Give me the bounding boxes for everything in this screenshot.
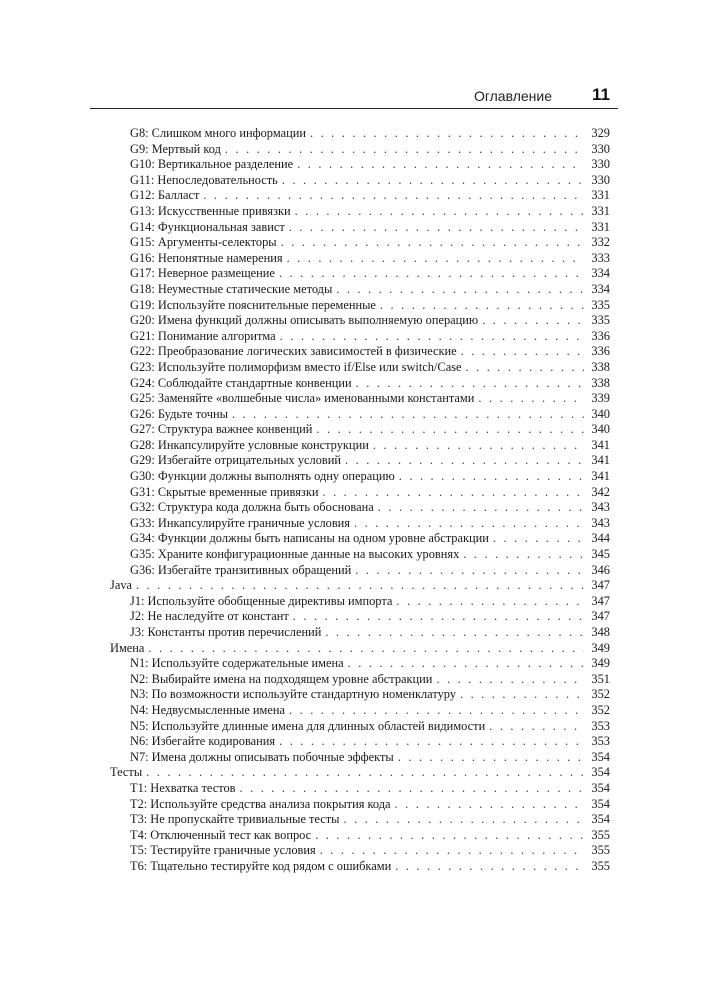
dot-leader [373,438,584,454]
toc-entry-title: G23: Используйте полиморфизм вместо if/Else или switch/Case [130,359,462,374]
toc-entry-page: 335 [591,297,610,312]
toc-entry-title: G22: Преобразование логических зависимостей в физические [130,344,457,359]
toc-entry-page: 341 [591,469,610,484]
toc-entry-title: T1: Нехватка тестов [130,780,236,795]
dot-leader [136,578,584,594]
dot-leader [320,843,584,859]
dot-leader [322,485,584,501]
toc-entry-page: 351 [591,671,610,686]
toc-entry[interactable] [110,188,610,204]
toc-entry-page: 331 [591,203,610,218]
toc-entry-page: 352 [591,702,610,717]
dot-leader [395,859,584,875]
toc-entry[interactable] [110,173,610,189]
toc-entry-title: N3: По возможности используйте стандартную номенклатуру [130,687,457,702]
toc-entry-title: G13: Искусственные привязки [130,203,291,218]
toc-entry-page: 347 [591,593,610,608]
toc-entry-title: G14: Функциональная завист [130,219,285,234]
toc-entry-page: 354 [591,765,610,780]
toc-entry-page: 353 [591,718,610,733]
toc-entry-page: 355 [591,858,610,873]
toc-entry-title: G19: Используйте пояснительные переменные [130,297,376,312]
dot-leader [282,173,584,189]
toc-entry-title: T4: Отключенный тест как вопрос [130,827,312,842]
toc-entry[interactable] [110,703,610,719]
dot-leader [478,391,584,407]
dot-leader [315,828,584,844]
toc-entry[interactable] [110,391,610,407]
toc-entry-title: G33: Инкапсулируйте граничные условия [130,515,351,530]
toc-entry-title: J1: Используйте обобщенные директивы импорта [130,593,393,608]
toc-entry[interactable] [110,438,610,454]
toc-section-entry[interactable] [110,765,610,781]
toc-entry[interactable] [110,485,610,501]
toc-entry-page: 341 [591,453,610,468]
dot-leader [395,797,584,813]
toc-entry-title: G17: Неверное размещение [130,266,275,281]
dot-leader [396,594,584,610]
toc-entry[interactable] [110,828,610,844]
toc-entry-page: 343 [591,500,610,515]
toc-entry-title: G30: Функции должны выполнять одну операцию [130,469,395,484]
toc-entry-title: Имена [110,640,145,655]
toc-section-entry[interactable] [110,641,610,657]
toc-entry-page: 354 [591,796,610,811]
toc-entry-title: J2: Не наследуйте от констант [130,609,289,624]
toc-entry[interactable] [110,220,610,236]
toc-entry-page: 331 [591,219,610,234]
toc-entry-page: 345 [591,547,610,562]
dot-leader [398,750,584,766]
header-title: Оглавление [473,88,552,104]
toc-entry-page: 342 [591,484,610,499]
toc-entry[interactable] [110,298,610,314]
toc-entry-page: 344 [591,531,610,546]
toc-entry-title: G24: Соблюдайте стандартные конвенции [130,375,352,390]
toc-entry-title: T6: Тщательно тестируйте код рядом с ошибками [130,858,392,873]
toc-entry[interactable] [110,531,610,547]
dot-leader [336,282,584,298]
dot-leader [380,298,584,314]
toc-entry[interactable] [110,344,610,360]
toc-entry[interactable] [110,407,610,423]
dot-leader [203,188,584,204]
toc-entry-title: G27: Структура важнее конвенций [130,422,313,437]
toc-entry-page: 354 [591,812,610,827]
toc-entry-page: 347 [591,609,610,624]
toc-entry-page: 332 [591,235,610,250]
toc-entry[interactable] [110,843,610,859]
toc-entry-title: N6: Избегайте кодирования [130,734,276,749]
toc-entry[interactable] [110,719,610,735]
dot-leader [493,531,584,547]
toc-entry[interactable] [110,500,610,516]
dot-leader [460,687,584,703]
toc-entry-page: 336 [591,344,610,359]
toc-entry-title: N5: Используйте длинные имена для длинных областей видимости [130,718,486,733]
toc-entry[interactable] [110,563,610,579]
dot-leader [146,765,584,781]
toc-entry[interactable] [110,687,610,703]
toc-entry[interactable] [110,625,610,641]
toc-entry[interactable] [110,157,610,173]
toc-entry[interactable] [110,313,610,329]
toc-entry-page: 341 [591,437,610,452]
dot-leader [232,407,584,423]
toc-entry-title: G21: Понимание алгоритма [130,328,276,343]
toc-section-entry[interactable] [110,578,610,594]
dot-leader [461,344,584,360]
toc-entry-page: 330 [591,157,610,172]
dot-leader [355,563,584,579]
toc-entry-title: G36: Избегайте транзитивных обращений [130,562,352,577]
toc-entry[interactable] [110,469,610,485]
dot-leader [399,469,584,485]
dot-leader [378,500,584,516]
toc-entry-page: 352 [591,687,610,702]
toc-entry[interactable] [110,126,610,142]
toc-entry[interactable] [110,282,610,298]
dot-leader [280,329,584,345]
dot-leader [482,313,584,329]
dot-leader [354,516,584,532]
toc-entry-title: G15: Аргументы-селекторы [130,235,277,250]
dot-leader [325,625,584,641]
toc-entry[interactable] [110,672,610,688]
toc-entry[interactable] [110,422,610,438]
dot-leader [289,220,584,236]
toc-entry[interactable] [110,797,610,813]
dot-leader [436,672,584,688]
toc-entry[interactable] [110,859,610,875]
toc-entry-page: 349 [591,656,610,671]
toc-entry[interactable] [110,656,610,672]
toc-entry-page: 333 [591,250,610,265]
toc-entry[interactable] [110,812,610,828]
toc-entry-page: 329 [591,126,610,140]
toc-entry-title: N4: Недвусмысленные имена [130,702,286,717]
toc-entry-title: G9: Мертвый код [130,141,221,156]
toc-entry-title: G12: Балласт [130,188,200,203]
toc-entry-page: 330 [591,141,610,156]
toc-entry-title: J3: Константы против перечислений [130,625,322,639]
toc-entry-title: N7: Имена должны описывать побочные эффекты [130,749,394,764]
toc-entry-title: T5: Тестируйте граничные условия [130,843,316,858]
toc-entry-page: 339 [591,391,610,406]
dot-leader [281,235,584,251]
toc-entry-page: 340 [591,422,610,437]
dot-leader [316,422,584,438]
toc-entry-title: G26: Будьте точны [130,406,228,421]
dot-leader [148,641,584,657]
dot-leader [463,547,584,563]
toc-entry[interactable] [110,609,610,625]
toc-entry-title: G8: Слишком много информации [130,126,306,140]
dot-leader [295,204,584,220]
dot-leader [279,266,584,282]
toc-entry[interactable] [110,329,610,345]
toc-entry-title: G25: Заменяйте «волшебные числа» именованными константами [130,391,475,406]
toc-entry-title: T3: Не пропускайте тривиальные тесты [130,812,340,827]
dot-leader [240,781,584,797]
toc-entry-page: 347 [591,578,610,593]
toc-entry-title: G18: Неуместные статические методы [130,281,333,296]
toc-entry[interactable] [110,453,610,469]
toc-entry-page: 334 [591,281,610,296]
toc-entry-title: G32: Структура кода должна быть обоснована [130,500,374,515]
toc-entry-page: 334 [591,266,610,281]
dot-leader [225,142,584,158]
toc-entry[interactable] [110,376,610,392]
dot-leader [344,812,584,828]
toc-entry[interactable] [110,750,610,766]
toc-entry-page: 346 [591,562,610,577]
dot-leader [348,656,584,672]
toc-entry[interactable] [110,734,610,750]
dot-leader [345,453,584,469]
toc-entry-page: 338 [591,375,610,390]
toc-entry-page: 348 [591,625,610,639]
header-page-number: 11 [592,85,610,104]
toc-entry-title: G20: Имена функций должны описывать выполняемую операцию [130,313,479,328]
table-of-contents [110,126,610,875]
toc-entry-page: 331 [591,188,610,203]
toc-entry-title: N2: Выбирайте имена на подходящем уровне абстракции [130,671,433,686]
dot-leader [310,126,584,142]
toc-entry-title: Тесты [110,765,143,780]
toc-entry[interactable] [110,266,610,282]
toc-entry-title: T2: Используйте средства анализа покрытия кода [130,796,391,811]
toc-entry-title: G29: Избегайте отрицательных условий [130,453,342,468]
dot-leader [489,719,584,735]
toc-entry[interactable] [110,594,610,610]
toc-entry-page: 354 [591,749,610,764]
toc-entry-page: 338 [591,359,610,374]
toc-entry-title: G11: Непоследовательность [130,172,278,187]
toc-entry-page: 343 [591,515,610,530]
toc-entry-title: G34: Функции должны быть написаны на одном уровне абстракции [130,531,489,546]
toc-entry[interactable] [110,547,610,563]
dot-leader [289,703,584,719]
toc-entry-title: G16: Непонятные намерения [130,250,283,265]
toc-entry-page: 340 [591,406,610,421]
toc-entry[interactable] [110,360,610,376]
toc-entry-title: N1: Используйте содержательные имена [130,656,344,671]
toc-entry-page: 335 [591,313,610,328]
toc-entry-page: 349 [591,640,610,655]
dot-leader [297,157,584,173]
toc-entry-page: 355 [591,827,610,842]
toc-entry[interactable] [110,142,610,158]
dot-leader [287,251,584,267]
toc-entry-page: 354 [591,780,610,795]
dot-leader [466,360,584,376]
toc-entry-page: 330 [591,172,610,187]
toc-entry-title: G35: Храните конфигурационные данные на высоких уровнях [130,547,460,562]
dot-leader [356,376,584,392]
dot-leader [279,734,584,750]
toc-entry[interactable] [110,516,610,532]
toc-entry[interactable] [110,251,610,267]
toc-entry-page: 355 [591,843,610,858]
toc-entry[interactable] [110,781,610,797]
toc-entry[interactable] [110,204,610,220]
toc-entry-title: G10: Вертикальное разделение [130,157,294,172]
toc-entry[interactable] [110,235,610,251]
toc-entry-title: Java [110,578,133,593]
toc-entry-page: 353 [591,734,610,749]
dot-leader [293,609,584,625]
toc-entry-page: 336 [591,328,610,343]
toc-entry-title: G28: Инкапсулируйте условные конструкции [130,437,369,452]
toc-entry-title: G31: Скрытые временные привязки [130,484,319,499]
running-header [90,86,618,109]
